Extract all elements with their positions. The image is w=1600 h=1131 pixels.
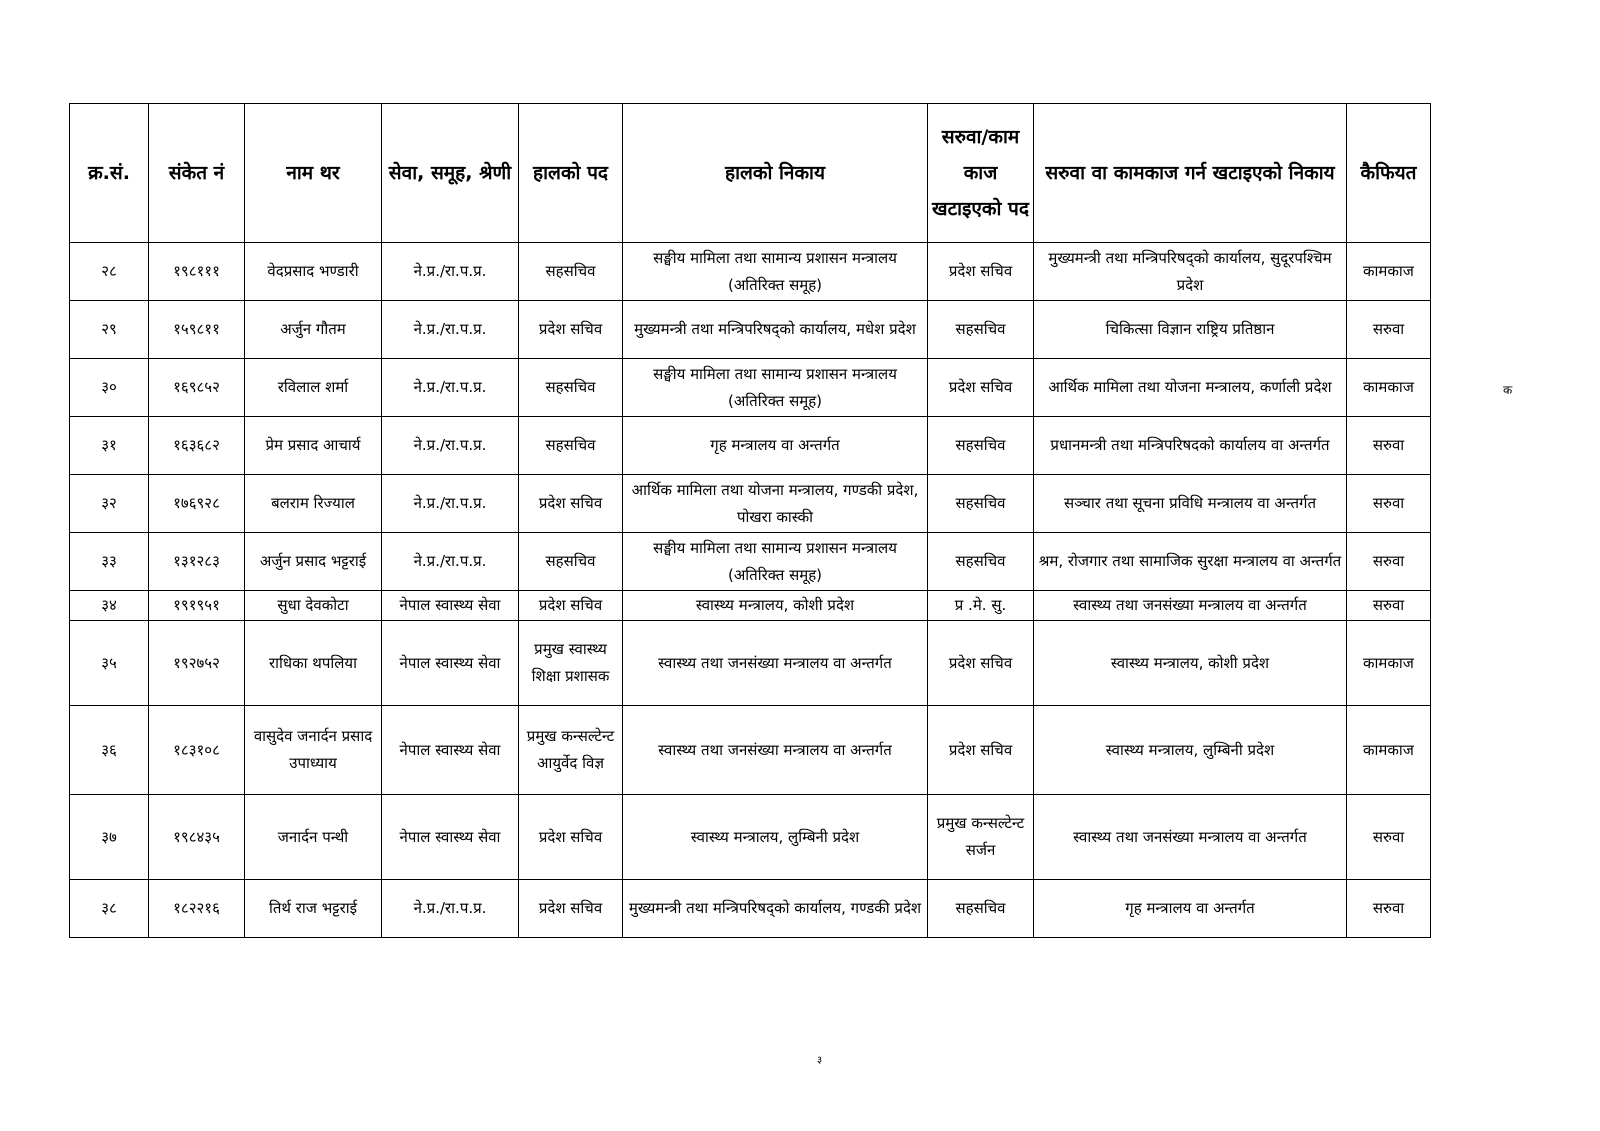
header-code: संकेत नं	[149, 104, 245, 243]
cell-serial: ३८	[70, 880, 149, 938]
table-row	[70, 417, 1431, 475]
cell-service: नेपाल स्वास्थ्य सेवा	[382, 591, 519, 621]
cell-current-office: मुख्यमन्त्री तथा मन्त्रिपरिषद्को कार्यालय, मधेश प्रदेश	[623, 301, 928, 359]
cell-transfer-post: प्रमुख कन्सल्टेन्ट सर्जन	[928, 795, 1034, 880]
cell-current-post: प्रदेश सचिव	[519, 301, 623, 359]
table-row	[70, 533, 1431, 591]
cell-current-post: सहसचिव	[519, 243, 623, 301]
cell-name: अर्जुन प्रसाद भट्टराई	[245, 533, 382, 591]
cell-code: १९८४३५	[149, 795, 245, 880]
cell-target-office: मुख्यमन्त्री तथा मन्त्रिपरिषद्को कार्यालय, सुदूरपश्चिम प्रदेश	[1034, 243, 1347, 301]
header-target-office: सरुवा वा कामकाज गर्न खटाइएको निकाय	[1034, 104, 1347, 243]
cell-current-office: सङ्घीय मामिला तथा सामान्य प्रशासन मन्त्रालय (अतिरिक्त समूह)	[623, 533, 928, 591]
cell-serial: ३३	[70, 533, 149, 591]
cell-service: नेपाल स्वास्थ्य सेवा	[382, 621, 519, 706]
cell-service: ने.प्र./रा.प.प्र.	[382, 359, 519, 417]
table-row	[70, 621, 1431, 706]
cell-target-office: सञ्चार तथा सूचना प्रविधि मन्त्रालय वा अन्तर्गत	[1034, 475, 1347, 533]
cell-name: बलराम रिज्याल	[245, 475, 382, 533]
cell-target-office: चिकित्सा विज्ञान राष्ट्रिय प्रतिष्ठान	[1034, 301, 1347, 359]
cell-serial: ३६	[70, 706, 149, 795]
cell-service: ने.प्र./रा.प.प्र.	[382, 880, 519, 938]
margin-mark: क	[1503, 383, 1513, 397]
cell-current-post: प्रमुख स्वास्थ्य शिक्षा प्रशासक	[519, 621, 623, 706]
cell-remarks: सरुवा	[1347, 533, 1431, 591]
cell-name: प्रेम प्रसाद आचार्य	[245, 417, 382, 475]
cell-code: १९१९५१	[149, 591, 245, 621]
cell-name: सुधा देवकोटा	[245, 591, 382, 621]
cell-current-office: मुख्यमन्त्री तथा मन्त्रिपरिषद्को कार्यालय, गण्डकी प्रदेश	[623, 880, 928, 938]
cell-current-office: स्वास्थ्य तथा जनसंख्या मन्त्रालय वा अन्तर्गत	[623, 706, 928, 795]
cell-current-post: सहसचिव	[519, 533, 623, 591]
cell-name: अर्जुन गौतम	[245, 301, 382, 359]
cell-current-post: प्रदेश सचिव	[519, 795, 623, 880]
cell-transfer-post: प्रदेश सचिव	[928, 706, 1034, 795]
cell-current-post: प्रमुख कन्सल्टेन्ट आयुर्वेद विज्ञ	[519, 706, 623, 795]
cell-service: ने.प्र./रा.प.प्र.	[382, 301, 519, 359]
header-remarks: कैफियत	[1347, 104, 1431, 243]
cell-current-post: सहसचिव	[519, 417, 623, 475]
cell-target-office: आर्थिक मामिला तथा योजना मन्त्रालय, कर्णाली प्रदेश	[1034, 359, 1347, 417]
table-row	[70, 359, 1431, 417]
cell-current-office: गृह मन्त्रालय वा अन्तर्गत	[623, 417, 928, 475]
cell-remarks: कामकाज	[1347, 621, 1431, 706]
cell-transfer-post: प्रदेश सचिव	[928, 621, 1034, 706]
cell-code: १९८१११	[149, 243, 245, 301]
header-current-office: हालको निकाय	[623, 104, 928, 243]
cell-name: रविलाल शर्मा	[245, 359, 382, 417]
cell-current-office: स्वास्थ्य तथा जनसंख्या मन्त्रालय वा अन्तर्गत	[623, 621, 928, 706]
cell-name: जनार्दन पन्थी	[245, 795, 382, 880]
cell-remarks: कामकाज	[1347, 243, 1431, 301]
cell-remarks: कामकाज	[1347, 706, 1431, 795]
cell-code: १९२७५२	[149, 621, 245, 706]
header-transfer-post: सरुवा/काम काज खटाइएको पद	[928, 104, 1034, 243]
cell-service: ने.प्र./रा.प.प्र.	[382, 417, 519, 475]
table-row	[70, 301, 1431, 359]
cell-current-post: प्रदेश सचिव	[519, 475, 623, 533]
cell-current-post: प्रदेश सचिव	[519, 880, 623, 938]
cell-code: १५९८११	[149, 301, 245, 359]
cell-target-office: स्वास्थ्य तथा जनसंख्या मन्त्रालय वा अन्तर्गत	[1034, 591, 1347, 621]
cell-remarks: सरुवा	[1347, 880, 1431, 938]
header-row	[70, 104, 1431, 243]
cell-current-office: सङ्घीय मामिला तथा सामान्य प्रशासन मन्त्रालय (अतिरिक्त समूह)	[623, 359, 928, 417]
cell-service: नेपाल स्वास्थ्य सेवा	[382, 795, 519, 880]
cell-serial: २९	[70, 301, 149, 359]
cell-serial: ३१	[70, 417, 149, 475]
cell-transfer-post: सहसचिव	[928, 880, 1034, 938]
table-row	[70, 475, 1431, 533]
cell-remarks: सरुवा	[1347, 301, 1431, 359]
header-name: नाम थर	[245, 104, 382, 243]
cell-name: राधिका थपलिया	[245, 621, 382, 706]
cell-code: १७६९२८	[149, 475, 245, 533]
cell-remarks: सरुवा	[1347, 417, 1431, 475]
cell-serial: २८	[70, 243, 149, 301]
cell-code: १३१२८३	[149, 533, 245, 591]
cell-current-office: सङ्घीय मामिला तथा सामान्य प्रशासन मन्त्रालय (अतिरिक्त समूह)	[623, 243, 928, 301]
cell-transfer-post: प्रदेश सचिव	[928, 359, 1034, 417]
cell-serial: ३२	[70, 475, 149, 533]
cell-transfer-post: सहसचिव	[928, 301, 1034, 359]
cell-transfer-post: सहसचिव	[928, 417, 1034, 475]
cell-serial: ३०	[70, 359, 149, 417]
header-current-post: हालको पद	[519, 104, 623, 243]
cell-current-office: आर्थिक मामिला तथा योजना मन्त्रालय, गण्डकी प्रदेश, पोखरा कास्की	[623, 475, 928, 533]
cell-target-office: स्वास्थ्य मन्त्रालय, कोशी प्रदेश	[1034, 621, 1347, 706]
table-row	[70, 243, 1431, 301]
page-number: ३	[817, 1055, 823, 1066]
cell-name: वेदप्रसाद भण्डारी	[245, 243, 382, 301]
cell-serial: ३५	[70, 621, 149, 706]
cell-serial: ३७	[70, 795, 149, 880]
cell-current-post: सहसचिव	[519, 359, 623, 417]
cell-service: नेपाल स्वास्थ्य सेवा	[382, 706, 519, 795]
cell-target-office: स्वास्थ्य तथा जनसंख्या मन्त्रालय वा अन्तर्गत	[1034, 795, 1347, 880]
header-service: सेवा, समूह, श्रेणी	[382, 104, 519, 243]
table-row	[70, 706, 1431, 795]
cell-target-office: गृह मन्त्रालय वा अन्तर्गत	[1034, 880, 1347, 938]
cell-serial: ३४	[70, 591, 149, 621]
cell-remarks: सरुवा	[1347, 591, 1431, 621]
cell-remarks: कामकाज	[1347, 359, 1431, 417]
cell-target-office: स्वास्थ्य मन्त्रालय, लुम्बिनी प्रदेश	[1034, 706, 1347, 795]
transfer-table	[69, 103, 1431, 938]
cell-name: वासुदेव जनार्दन प्रसाद उपाध्याय	[245, 706, 382, 795]
cell-code: १८३१०८	[149, 706, 245, 795]
cell-service: ने.प्र./रा.प.प्र.	[382, 243, 519, 301]
cell-code: १८२२१६	[149, 880, 245, 938]
cell-code: १६३६८२	[149, 417, 245, 475]
table-row	[70, 795, 1431, 880]
cell-remarks: सरुवा	[1347, 475, 1431, 533]
table-row	[70, 591, 1431, 621]
cell-transfer-post: सहसचिव	[928, 533, 1034, 591]
cell-transfer-post: सहसचिव	[928, 475, 1034, 533]
cell-transfer-post: प्रदेश सचिव	[928, 243, 1034, 301]
header-serial: क्र.सं.	[70, 104, 149, 243]
table-row	[70, 880, 1431, 938]
cell-name: तिर्थ राज भट्टराई	[245, 880, 382, 938]
cell-current-office: स्वास्थ्य मन्त्रालय, लुम्बिनी प्रदेश	[623, 795, 928, 880]
cell-service: ने.प्र./रा.प.प्र.	[382, 475, 519, 533]
cell-code: १६९८५२	[149, 359, 245, 417]
cell-remarks: सरुवा	[1347, 795, 1431, 880]
cell-current-post: प्रदेश सचिव	[519, 591, 623, 621]
cell-target-office: श्रम, रोजगार तथा सामाजिक सुरक्षा मन्त्रालय वा अन्तर्गत	[1034, 533, 1347, 591]
cell-transfer-post: प्र .मे. सु.	[928, 591, 1034, 621]
cell-service: ने.प्र./रा.प.प्र.	[382, 533, 519, 591]
cell-current-office: स्वास्थ्य मन्त्रालय, कोशी प्रदेश	[623, 591, 928, 621]
cell-target-office: प्रधानमन्त्री तथा मन्त्रिपरिषदको कार्यालय वा अन्तर्गत	[1034, 417, 1347, 475]
